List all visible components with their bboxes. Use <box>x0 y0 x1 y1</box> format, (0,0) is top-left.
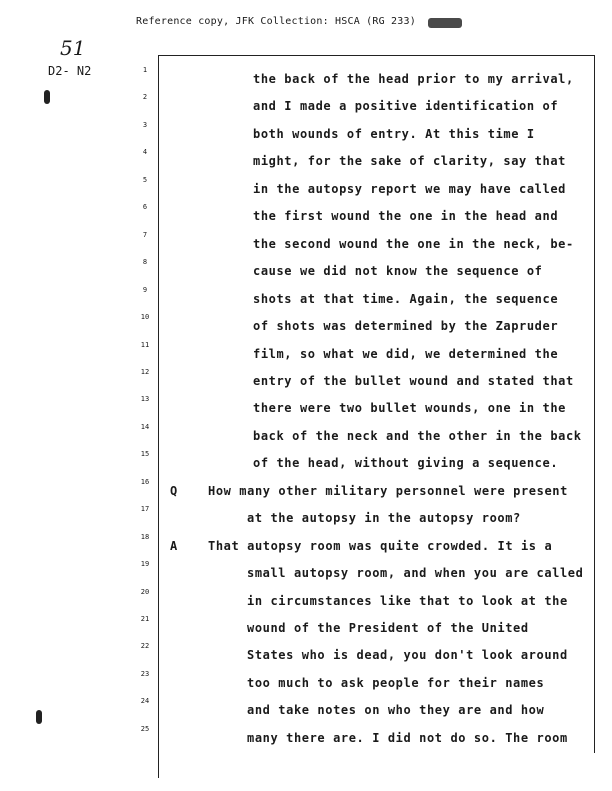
transcript-line <box>0 478 612 498</box>
document-id: D2- N2 <box>48 64 92 78</box>
transcript-line <box>0 560 612 580</box>
transcript-text: in circumstances like that to look at the <box>247 593 568 608</box>
transcript-line <box>0 533 612 553</box>
transcript-text: film, so what we did, we determined the <box>253 346 559 361</box>
transcript-line <box>0 203 612 223</box>
transcript-text: and take notes on who they are and how <box>247 703 545 718</box>
transcript-line <box>0 258 612 278</box>
line-number: 11 <box>140 340 150 349</box>
line-number: 15 <box>140 450 150 459</box>
transcript-line <box>0 231 612 251</box>
transcript-line <box>0 697 612 717</box>
line-number: 7 <box>142 230 148 239</box>
transcript-line <box>0 615 612 635</box>
speaker-label: A <box>170 538 178 553</box>
transcript-text: That autopsy room was quite crowded. It is a <box>208 538 553 553</box>
transcript-text: entry of the bullet wound and stated that <box>253 373 574 388</box>
transcript-line <box>0 642 612 662</box>
transcript-line <box>0 395 612 415</box>
line-number: 5 <box>142 175 148 184</box>
line-number: 23 <box>140 669 150 678</box>
transcript-text: might, for the sake of clarity, say that <box>253 154 566 169</box>
transcript-text: States who is dead, you don't look around <box>247 648 568 663</box>
transcript-text: in the autopsy report we may have called <box>253 181 566 196</box>
transcript-text: wound of the President of the United <box>247 621 529 635</box>
transcript-line <box>0 176 612 196</box>
line-number: 12 <box>140 367 150 376</box>
line-number: 13 <box>140 395 150 404</box>
line-number: 20 <box>140 587 150 596</box>
line-number: 21 <box>140 615 150 623</box>
transcript-text: shots at that time. Again, the sequence <box>253 291 559 306</box>
transcript-line <box>0 505 612 525</box>
transcript-text: there were two bullet wounds, one in the <box>253 401 566 416</box>
transcript-text: small autopsy room, and when you are called <box>247 566 584 581</box>
transcript-text: both wounds of entry. At this time I <box>253 126 535 141</box>
transcript-text: of shots was determined by the Zapruder <box>253 319 559 334</box>
transcript-line <box>0 93 612 113</box>
transcript-line <box>0 313 612 333</box>
transcript-text: the back of the head prior to my arrival, <box>253 72 574 86</box>
transcript-line <box>0 148 612 168</box>
transcript-line <box>0 670 612 690</box>
transcript-line <box>0 588 612 608</box>
speaker-label: Q <box>170 483 178 498</box>
line-number: 8 <box>142 258 148 267</box>
transcript-text: too much to ask people for their names <box>247 675 545 690</box>
transcript-line <box>0 66 612 86</box>
handwritten-page-number: 51 <box>60 36 86 60</box>
transcript-line <box>0 725 612 745</box>
line-number: 9 <box>142 285 148 294</box>
line-number: 25 <box>140 724 150 733</box>
transcript-line <box>0 286 612 306</box>
transcript-line <box>0 450 612 470</box>
transcript-line <box>0 423 612 443</box>
transcript-text: How many other military personnel were present <box>208 483 568 498</box>
transcript-line <box>0 341 612 361</box>
line-number: 22 <box>140 642 150 651</box>
line-number: 10 <box>140 313 150 322</box>
line-number: 3 <box>142 120 148 129</box>
transcript-text: many there are. I did not do so. The room <box>247 730 568 745</box>
line-number: 1 <box>142 66 148 74</box>
transcript-text: back of the neck and the other in the back <box>253 428 582 443</box>
line-number: 2 <box>142 93 148 102</box>
line-number: 14 <box>140 422 150 431</box>
line-number: 19 <box>140 560 150 569</box>
transcript-text: the first wound the one in the head and <box>253 209 559 224</box>
transcript-line <box>0 121 612 141</box>
line-number: 6 <box>142 203 148 212</box>
transcript-text: at the autopsy in the autopsy room? <box>247 511 521 526</box>
line-number: 16 <box>140 477 150 486</box>
transcript-text: and I made a positive identification of <box>253 99 559 114</box>
transcript-text: cause we did not know the sequence of <box>253 264 543 279</box>
transcript-line <box>0 368 612 388</box>
line-number: 17 <box>140 505 150 514</box>
line-number: 18 <box>140 532 150 541</box>
line-number: 4 <box>142 148 148 157</box>
line-number: 24 <box>140 697 150 706</box>
transcript-text: of the head, without giving a sequence. <box>253 456 559 471</box>
transcript-text: the second wound the one in the neck, be- <box>253 236 574 251</box>
archive-reference-header: Reference copy, JFK Collection: HSCA (RG 233) <box>136 16 416 27</box>
